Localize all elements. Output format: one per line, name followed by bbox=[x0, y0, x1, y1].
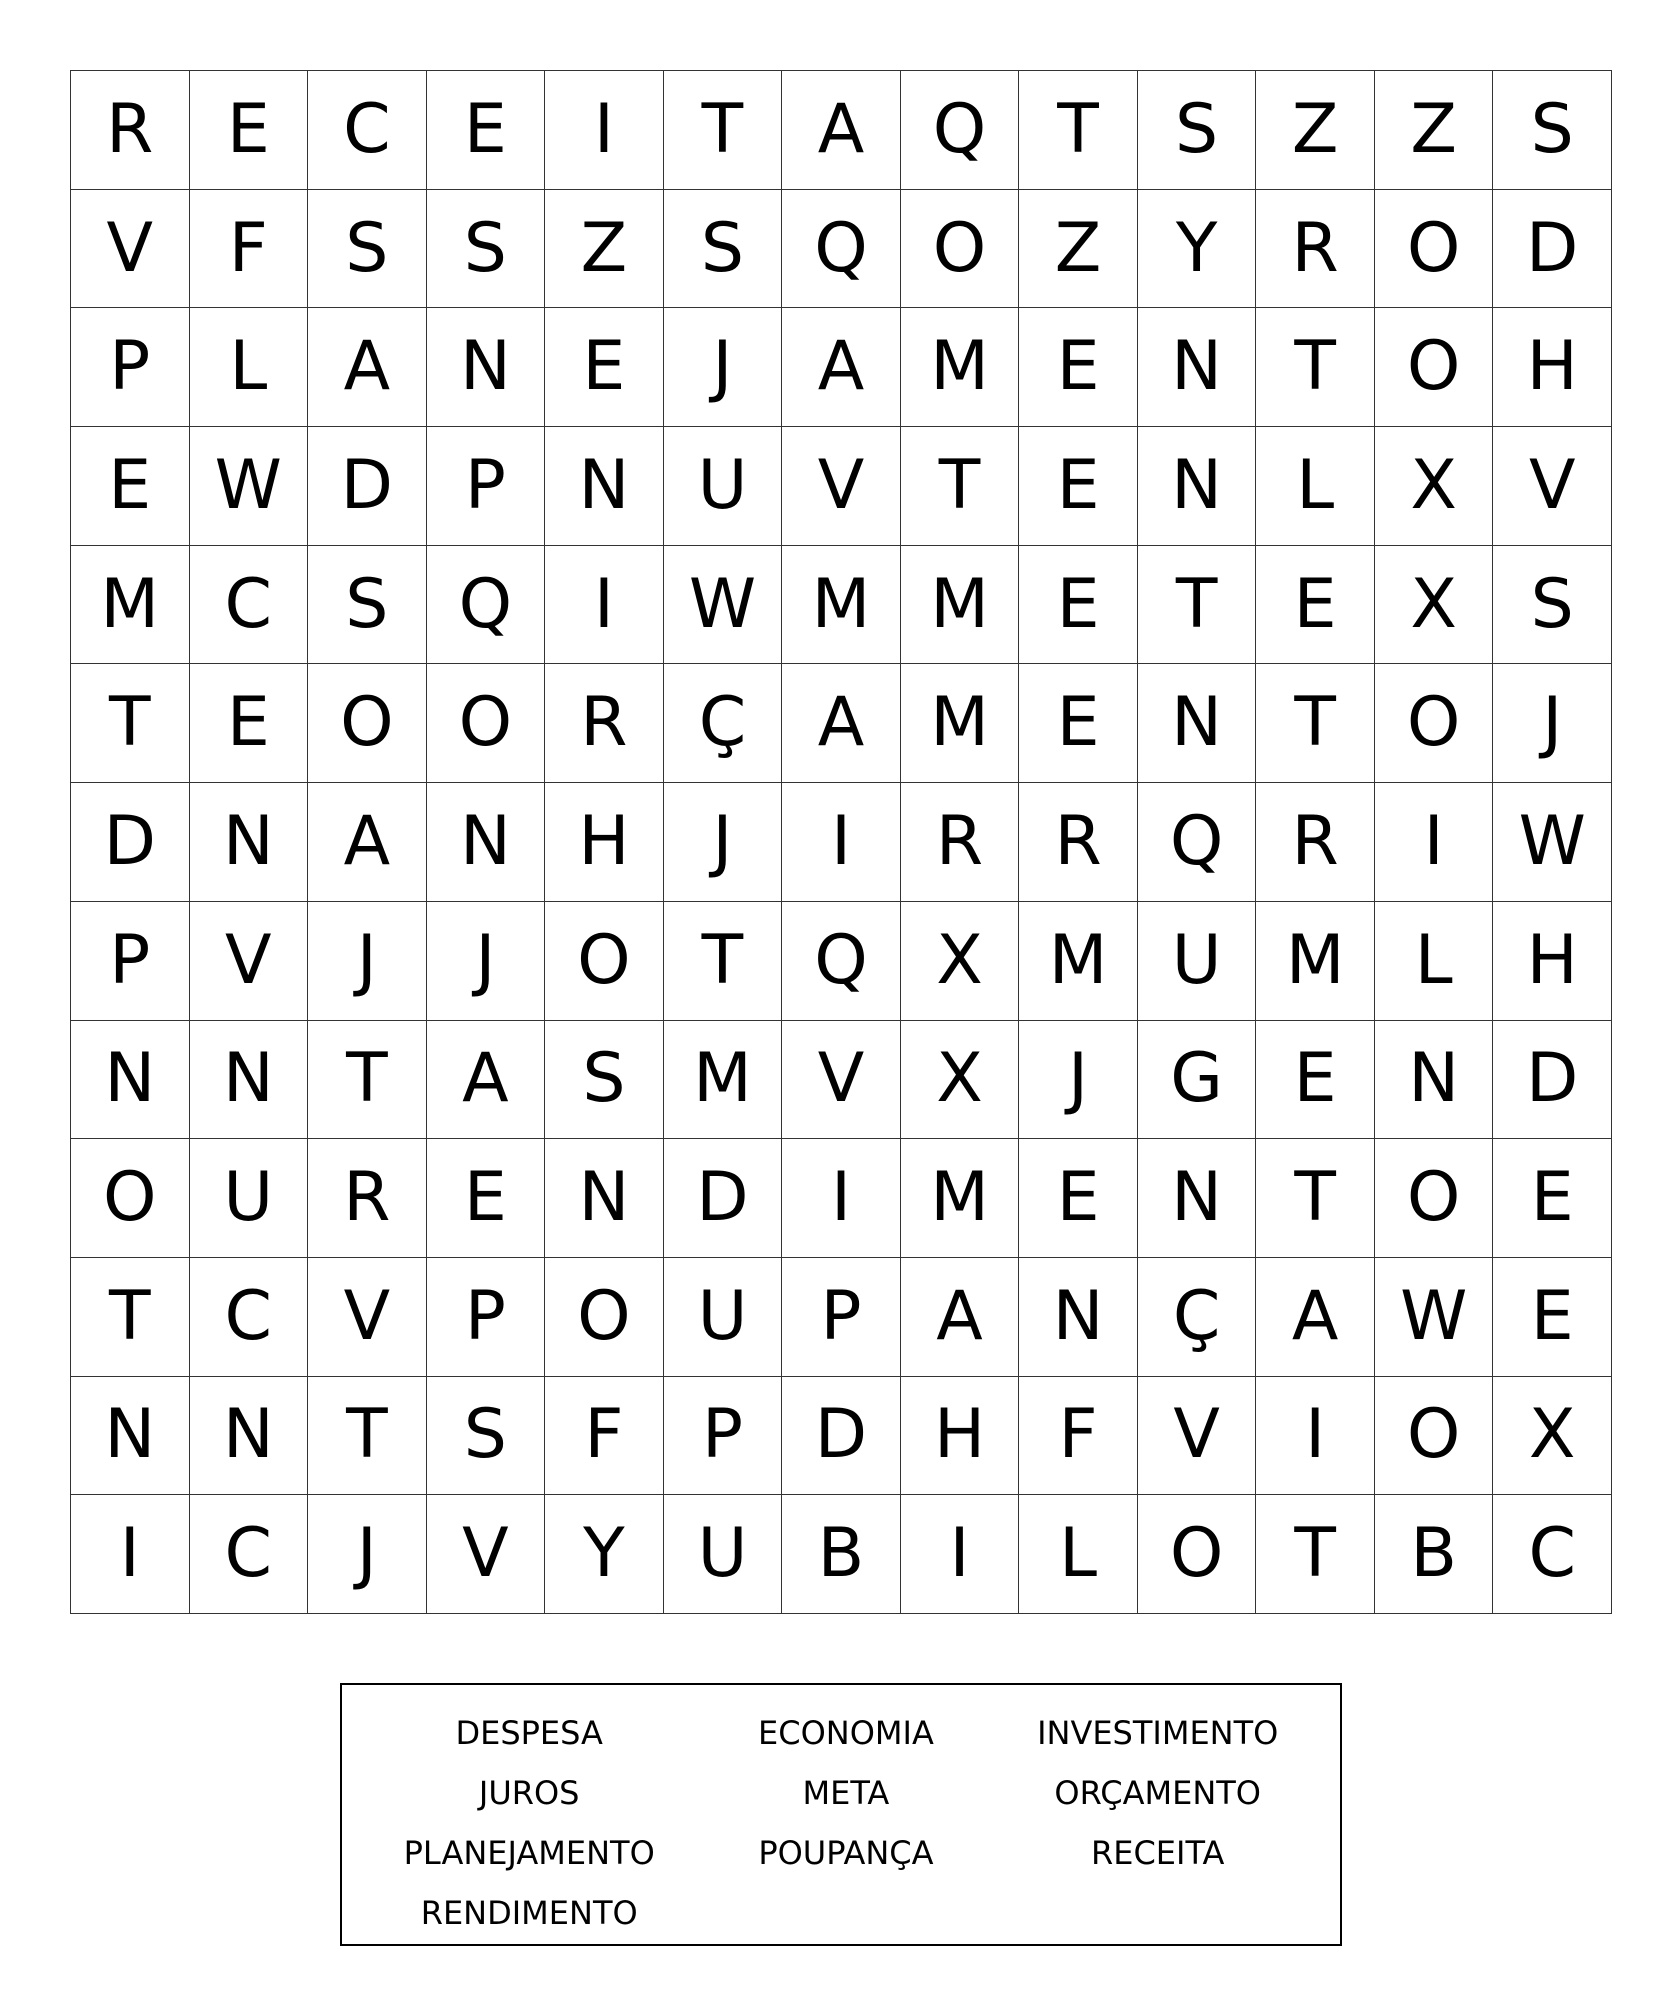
grid-cell[interactable]: F bbox=[190, 190, 309, 309]
grid-cell[interactable]: T bbox=[1138, 546, 1257, 665]
grid-cell[interactable]: E bbox=[427, 71, 546, 190]
grid-cell[interactable]: J bbox=[308, 902, 427, 1021]
grid-cell[interactable]: Ç bbox=[664, 664, 783, 783]
grid-cell[interactable]: G bbox=[1138, 1021, 1257, 1140]
grid-cell[interactable]: X bbox=[901, 1021, 1020, 1140]
grid-cell[interactable]: A bbox=[427, 1021, 546, 1140]
grid-cell[interactable]: H bbox=[1493, 308, 1612, 427]
grid-cell[interactable]: A bbox=[1256, 1258, 1375, 1377]
grid-cell[interactable]: N bbox=[1019, 1258, 1138, 1377]
grid-cell[interactable]: D bbox=[664, 1139, 783, 1258]
grid-cell[interactable]: A bbox=[901, 1258, 1020, 1377]
grid-cell[interactable]: U bbox=[190, 1139, 309, 1258]
grid-cell[interactable]: M bbox=[901, 308, 1020, 427]
grid-cell[interactable]: E bbox=[1019, 308, 1138, 427]
grid-cell[interactable]: N bbox=[545, 1139, 664, 1258]
grid-cell[interactable]: E bbox=[1493, 1139, 1612, 1258]
grid-cell[interactable]: O bbox=[427, 664, 546, 783]
grid-cell[interactable]: T bbox=[664, 71, 783, 190]
grid-cell[interactable]: O bbox=[545, 1258, 664, 1377]
grid-cell[interactable]: T bbox=[1256, 308, 1375, 427]
letter-grid bbox=[70, 70, 1612, 1614]
word-bank-word: ECONOMIA bbox=[758, 1714, 934, 1752]
grid-cell[interactable]: P bbox=[664, 1377, 783, 1496]
grid-cell[interactable]: E bbox=[1019, 1139, 1138, 1258]
grid-cell[interactable]: M bbox=[664, 1021, 783, 1140]
grid-cell[interactable]: R bbox=[545, 664, 664, 783]
word-bank-column bbox=[404, 1703, 655, 1944]
word-bank-word: POUPANÇA bbox=[758, 1834, 934, 1872]
grid-cell[interactable]: S bbox=[427, 1377, 546, 1496]
grid-cell[interactable]: I bbox=[71, 1495, 190, 1614]
grid-cell[interactable]: J bbox=[427, 902, 546, 1021]
grid-cell[interactable]: W bbox=[664, 546, 783, 665]
grid-cell[interactable]: N bbox=[545, 427, 664, 546]
grid-cell[interactable]: V bbox=[782, 427, 901, 546]
grid-cell[interactable]: V bbox=[427, 1495, 546, 1614]
grid-cell[interactable]: E bbox=[427, 1139, 546, 1258]
grid-cell[interactable]: O bbox=[1375, 664, 1494, 783]
grid-cell[interactable]: N bbox=[1375, 1021, 1494, 1140]
grid-cell[interactable]: E bbox=[1019, 427, 1138, 546]
grid-cell[interactable]: J bbox=[664, 783, 783, 902]
grid-cell[interactable]: V bbox=[1493, 427, 1612, 546]
grid-cell[interactable]: Q bbox=[427, 546, 546, 665]
grid-cell[interactable]: R bbox=[71, 71, 190, 190]
grid-cell[interactable]: D bbox=[308, 427, 427, 546]
grid-cell[interactable]: R bbox=[1019, 783, 1138, 902]
grid-cell[interactable]: Q bbox=[782, 902, 901, 1021]
grid-cell[interactable]: S bbox=[664, 190, 783, 309]
grid-cell[interactable]: I bbox=[545, 71, 664, 190]
grid-cell[interactable]: E bbox=[1019, 664, 1138, 783]
grid-cell[interactable]: Ç bbox=[1138, 1258, 1257, 1377]
grid-cell[interactable]: Z bbox=[1256, 71, 1375, 190]
grid-cell[interactable]: O bbox=[901, 190, 1020, 309]
grid-cell[interactable]: N bbox=[427, 308, 546, 427]
grid-cell[interactable]: O bbox=[1375, 1139, 1494, 1258]
grid-cell[interactable]: J bbox=[1019, 1021, 1138, 1140]
grid-cell[interactable]: M bbox=[782, 546, 901, 665]
word-bank-word: RENDIMENTO bbox=[420, 1894, 638, 1932]
grid-cell[interactable]: W bbox=[1493, 783, 1612, 902]
grid-cell[interactable]: T bbox=[1256, 1139, 1375, 1258]
grid-cell[interactable]: P bbox=[782, 1258, 901, 1377]
grid-cell[interactable]: N bbox=[1138, 664, 1257, 783]
grid-cell[interactable]: V bbox=[190, 902, 309, 1021]
grid-cell[interactable]: X bbox=[1493, 1377, 1612, 1496]
grid-cell[interactable]: V bbox=[308, 1258, 427, 1377]
grid-cell[interactable]: M bbox=[901, 546, 1020, 665]
word-bank-word: JUROS bbox=[478, 1774, 580, 1812]
grid-cell[interactable]: V bbox=[782, 1021, 901, 1140]
grid-cell[interactable]: C bbox=[1493, 1495, 1612, 1614]
word-bank-column bbox=[1037, 1703, 1278, 1944]
grid-cell[interactable]: I bbox=[1256, 1377, 1375, 1496]
grid-cell[interactable]: A bbox=[308, 783, 427, 902]
grid-cell[interactable]: S bbox=[545, 1021, 664, 1140]
word-bank bbox=[340, 1683, 1342, 1946]
grid-cell[interactable]: Z bbox=[1375, 71, 1494, 190]
grid-cell[interactable]: T bbox=[308, 1377, 427, 1496]
grid-cell[interactable]: S bbox=[427, 190, 546, 309]
grid-cell[interactable]: O bbox=[71, 1139, 190, 1258]
grid-cell[interactable]: T bbox=[1256, 664, 1375, 783]
grid-cell[interactable]: N bbox=[71, 1377, 190, 1496]
grid-cell[interactable]: M bbox=[901, 664, 1020, 783]
grid-cell[interactable]: N bbox=[427, 783, 546, 902]
grid-cell[interactable]: R bbox=[308, 1139, 427, 1258]
grid-cell[interactable]: B bbox=[1375, 1495, 1494, 1614]
grid-cell[interactable]: F bbox=[545, 1377, 664, 1496]
grid-cell[interactable]: N bbox=[71, 1021, 190, 1140]
grid-cell[interactable]: A bbox=[782, 664, 901, 783]
grid-cell[interactable]: X bbox=[1375, 427, 1494, 546]
grid-cell[interactable]: M bbox=[1019, 902, 1138, 1021]
grid-cell[interactable]: M bbox=[1256, 902, 1375, 1021]
grid-cell[interactable]: E bbox=[545, 308, 664, 427]
grid-cell[interactable]: T bbox=[901, 427, 1020, 546]
grid-cell[interactable]: E bbox=[1019, 546, 1138, 665]
grid-cell[interactable]: C bbox=[190, 1258, 309, 1377]
grid-cell[interactable]: P bbox=[71, 308, 190, 427]
grid-cell[interactable]: O bbox=[1375, 1377, 1494, 1496]
grid-cell[interactable]: D bbox=[1493, 1021, 1612, 1140]
grid-cell[interactable]: Q bbox=[782, 190, 901, 309]
word-bank-word: RECEITA bbox=[1091, 1834, 1225, 1872]
grid-cell[interactable]: T bbox=[71, 1258, 190, 1377]
grid-cell[interactable]: T bbox=[1019, 71, 1138, 190]
grid-cell[interactable]: S bbox=[1493, 546, 1612, 665]
grid-cell[interactable]: L bbox=[190, 308, 309, 427]
grid-cell[interactable]: I bbox=[901, 1495, 1020, 1614]
grid-cell[interactable]: A bbox=[782, 308, 901, 427]
grid-cell[interactable]: U bbox=[664, 427, 783, 546]
grid-cell[interactable]: Y bbox=[545, 1495, 664, 1614]
grid-cell[interactable]: B bbox=[782, 1495, 901, 1614]
grid-cell[interactable]: R bbox=[1256, 190, 1375, 309]
grid-cell[interactable]: I bbox=[1375, 783, 1494, 902]
word-bank-word: INVESTIMENTO bbox=[1037, 1714, 1279, 1752]
grid-cell[interactable]: U bbox=[664, 1495, 783, 1614]
grid-cell[interactable]: E bbox=[71, 427, 190, 546]
grid-cell[interactable]: T bbox=[71, 664, 190, 783]
grid-cell[interactable]: F bbox=[1019, 1377, 1138, 1496]
grid-cell[interactable]: O bbox=[545, 902, 664, 1021]
grid-cell[interactable]: Z bbox=[1019, 190, 1138, 309]
grid-cell[interactable]: M bbox=[71, 546, 190, 665]
grid-cell[interactable]: H bbox=[545, 783, 664, 902]
grid-cell[interactable]: O bbox=[308, 664, 427, 783]
grid-cell[interactable]: J bbox=[1493, 664, 1612, 783]
grid-cell[interactable]: Z bbox=[545, 190, 664, 309]
grid-cell[interactable]: I bbox=[545, 546, 664, 665]
grid-cell[interactable]: E bbox=[1256, 1021, 1375, 1140]
grid-cell[interactable]: N bbox=[190, 783, 309, 902]
grid-cell[interactable]: N bbox=[1138, 427, 1257, 546]
grid-cell[interactable]: R bbox=[901, 783, 1020, 902]
word-bank-word: META bbox=[802, 1774, 890, 1812]
grid-cell[interactable]: L bbox=[1256, 427, 1375, 546]
grid-cell[interactable]: H bbox=[901, 1377, 1020, 1496]
word-bank-word: DESPESA bbox=[455, 1714, 603, 1752]
grid-cell[interactable]: D bbox=[1493, 190, 1612, 309]
grid-cell[interactable]: W bbox=[1375, 1258, 1494, 1377]
grid-cell[interactable]: O bbox=[1138, 1495, 1257, 1614]
grid-cell[interactable]: N bbox=[1138, 308, 1257, 427]
grid-cell[interactable]: R bbox=[1256, 783, 1375, 902]
grid-cell[interactable]: N bbox=[1138, 1139, 1257, 1258]
grid-cell[interactable]: Y bbox=[1138, 190, 1257, 309]
grid-cell[interactable]: D bbox=[782, 1377, 901, 1496]
grid-cell[interactable]: N bbox=[190, 1021, 309, 1140]
word-bank-word: ORÇAMENTO bbox=[1054, 1774, 1261, 1812]
grid-cell[interactable]: A bbox=[782, 71, 901, 190]
grid-cell[interactable]: I bbox=[782, 783, 901, 902]
grid-cell[interactable]: J bbox=[664, 308, 783, 427]
grid-cell[interactable]: T bbox=[664, 902, 783, 1021]
grid-cell[interactable]: V bbox=[1138, 1377, 1257, 1496]
grid-cell[interactable]: E bbox=[190, 664, 309, 783]
grid-cell[interactable]: M bbox=[901, 1139, 1020, 1258]
grid-cell[interactable]: X bbox=[901, 902, 1020, 1021]
word-bank-word: PLANEJAMENTO bbox=[403, 1834, 655, 1872]
grid-cell[interactable]: P bbox=[427, 427, 546, 546]
grid-cell[interactable]: I bbox=[782, 1139, 901, 1258]
grid-cell[interactable]: C bbox=[190, 546, 309, 665]
grid-cell[interactable]: L bbox=[1019, 1495, 1138, 1614]
grid-cell[interactable]: V bbox=[71, 190, 190, 309]
grid-cell[interactable]: A bbox=[308, 308, 427, 427]
grid-cell[interactable]: Q bbox=[901, 71, 1020, 190]
grid-cell[interactable]: N bbox=[190, 1377, 309, 1496]
grid-cell[interactable]: C bbox=[190, 1495, 309, 1614]
grid-cell[interactable]: J bbox=[308, 1495, 427, 1614]
grid-cell[interactable]: X bbox=[1375, 546, 1494, 665]
grid-cell[interactable]: U bbox=[664, 1258, 783, 1377]
grid-cell[interactable]: C bbox=[308, 71, 427, 190]
grid-cell[interactable]: L bbox=[1375, 902, 1494, 1021]
grid-cell[interactable]: P bbox=[71, 902, 190, 1021]
grid-cell[interactable]: U bbox=[1138, 902, 1257, 1021]
grid-cell[interactable]: S bbox=[1493, 71, 1612, 190]
grid-cell[interactable]: Q bbox=[1138, 783, 1257, 902]
grid-cell[interactable]: W bbox=[190, 427, 309, 546]
grid-cell[interactable]: P bbox=[427, 1258, 546, 1377]
grid-cell[interactable]: T bbox=[1256, 1495, 1375, 1614]
grid-cell[interactable]: S bbox=[308, 546, 427, 665]
grid-cell[interactable]: D bbox=[71, 783, 190, 902]
grid-cell[interactable]: E bbox=[1256, 546, 1375, 665]
grid-cell[interactable]: E bbox=[1493, 1258, 1612, 1377]
grid-cell[interactable]: S bbox=[308, 190, 427, 309]
grid-cell[interactable]: S bbox=[1138, 71, 1257, 190]
grid-cell[interactable]: H bbox=[1493, 902, 1612, 1021]
grid-cell[interactable]: O bbox=[1375, 190, 1494, 309]
word-bank-column bbox=[758, 1703, 934, 1944]
grid-cell[interactable]: T bbox=[308, 1021, 427, 1140]
grid-cell[interactable]: O bbox=[1375, 308, 1494, 427]
grid-cell[interactable]: E bbox=[190, 71, 309, 190]
